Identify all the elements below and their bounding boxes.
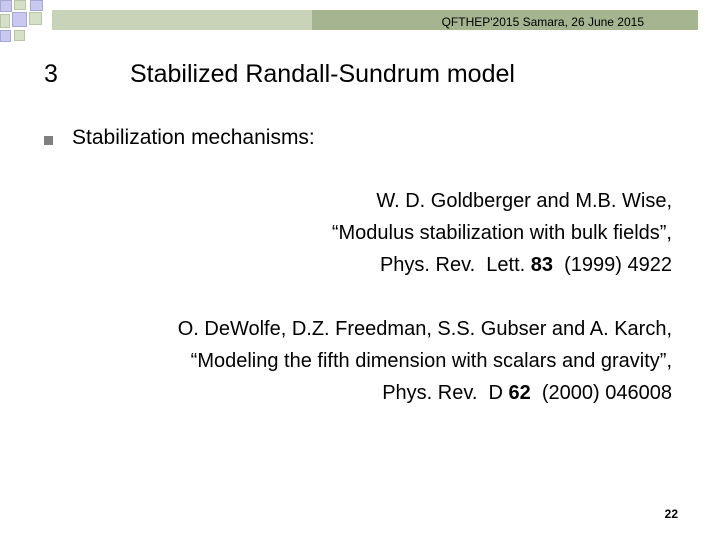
bullet-square-icon <box>44 136 53 145</box>
reference-journal-name: Phys. Rev. Lett. <box>379 254 531 276</box>
reference-block <box>178 313 672 409</box>
decor-square <box>0 0 12 12</box>
decor-square <box>30 0 43 11</box>
decor-square <box>14 0 26 10</box>
reference-authors: W. D. Goldberger and M.B. Wise, <box>376 190 672 212</box>
reference-year-page: (1999) 4922 <box>553 254 672 276</box>
decor-square <box>0 14 10 28</box>
reference-block <box>332 185 672 281</box>
decor-square <box>29 12 42 25</box>
reference-journal <box>332 249 672 281</box>
reference-journal <box>178 377 672 409</box>
slide-number: 3 <box>44 60 58 88</box>
reference-volume: 62 <box>508 382 531 404</box>
decor-square <box>0 30 11 42</box>
reference-volume: 83 <box>530 254 554 276</box>
reference-authors: O. DeWolfe, D.Z. Freedman, S.S. Gubser and A. Karch, <box>177 318 672 340</box>
slide-title: Stabilized Randall-Sundrum model <box>130 60 515 88</box>
page-number: 22 <box>664 507 678 521</box>
bullet-text: Stabilization mechanisms: <box>72 126 315 149</box>
reference-title: “Modulus stabilization with bulk fields”, <box>331 222 672 244</box>
reference-journal-name: Phys. Rev. D <box>382 382 509 404</box>
decor-square <box>14 30 25 41</box>
header-event-text: QFTHEP'2015 Samara, 26 June 2015 <box>441 15 644 29</box>
decor-square <box>12 12 27 27</box>
reference-year-page: (2000) 046008 <box>530 382 672 404</box>
reference-title: “Modeling the fifth dimension with scalars and gravity”, <box>190 350 672 372</box>
